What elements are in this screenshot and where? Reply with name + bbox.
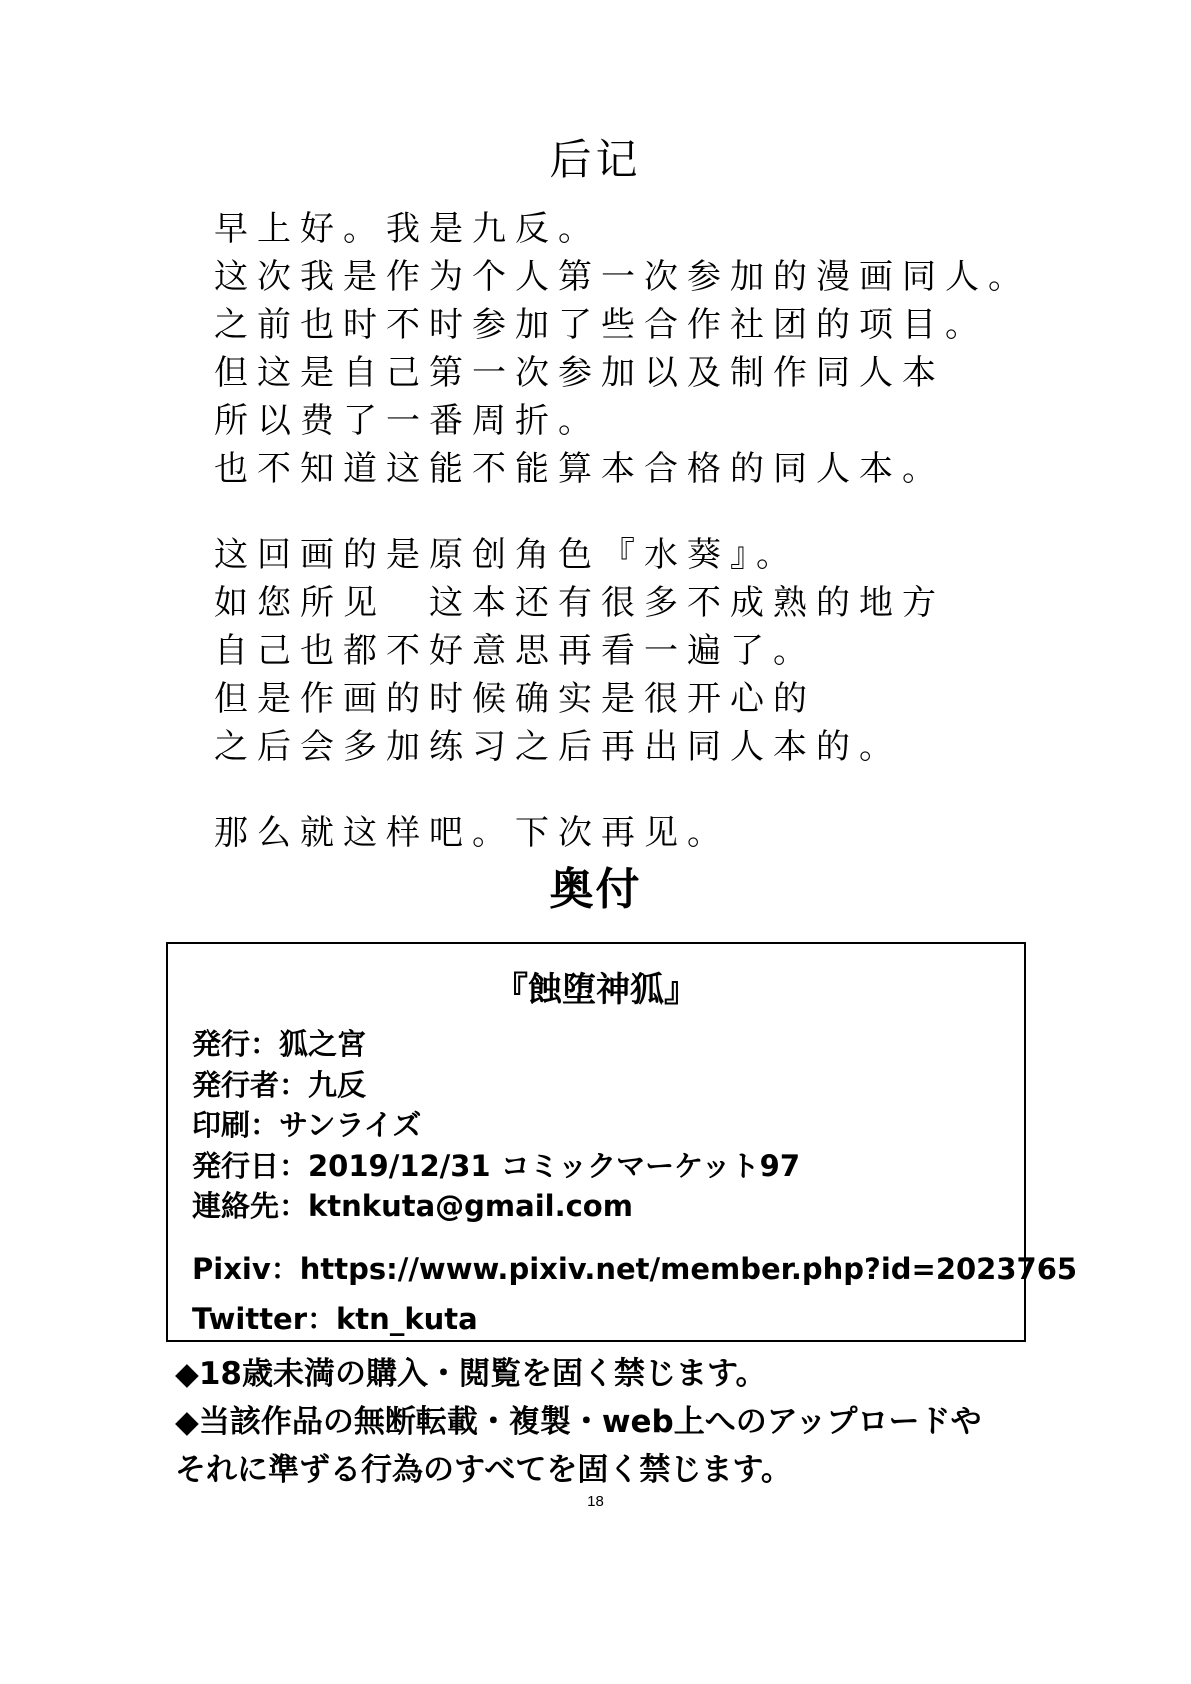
afterword-line: 这次我是作为个人第一次参加的漫画同人。	[214, 257, 1031, 297]
afterword-line: 那么就这样吧。下次再见。	[214, 813, 730, 853]
contact-email: 連絡先：ktnkuta@gmail.com	[192, 1189, 633, 1223]
afterword-line: 所以费了一番周折。	[214, 401, 601, 441]
notice-reproduction-continued: それに準ずる行為のすべてを固く禁じます。	[175, 1452, 792, 1488]
afterword-line: 早上好。我是九反。	[214, 209, 601, 249]
publish-date: 発行日：2019/12/31 コミックマーケット97	[192, 1148, 801, 1183]
afterword-line: 但这是自己第一次参加以及制作同人本	[214, 353, 945, 393]
pixiv-link: Pixiv：https://www.pixiv.net/member.php?id=2023765	[192, 1252, 1078, 1286]
notice-age-restriction: ◆18歳未満の購入・閲覧を固く禁じます。	[175, 1356, 767, 1392]
afterword-body	[214, 205, 1094, 857]
publisher-person: 発行者：九反	[192, 1067, 367, 1102]
afterword-line: 如您所见 这本还有很多不成熟的地方	[214, 583, 945, 623]
afterword-line: 自己也都不好意思再看一遍了。	[214, 631, 816, 671]
book-title: 『蝕堕神狐』	[494, 970, 698, 1010]
afterword-line: 之前也时不时参加了些合作社团的项目。	[214, 305, 988, 345]
legal-notices	[175, 1350, 1055, 1494]
publisher-circle: 発行：狐之宮	[192, 1027, 367, 1061]
colophon-title: 奥付	[549, 864, 642, 915]
afterword-title: 后记	[549, 135, 642, 184]
afterword-line: 但是作画的时候确实是很开心的	[214, 679, 816, 719]
paragraph-gap	[214, 493, 1094, 531]
colophon-links	[192, 1244, 1078, 1344]
afterword-line: 之后会多加练习之后再出同人本的。	[214, 727, 902, 767]
twitter-handle: Twitter：ktn_kuta	[192, 1302, 478, 1336]
printer: 印刷：サンライズ	[192, 1108, 422, 1142]
paragraph-gap	[214, 771, 1094, 809]
colophon-box	[166, 942, 1078, 1342]
notice-reproduction: ◆当該作品の無断転載・複製・web上へのアップロードや	[175, 1404, 982, 1440]
afterword-line: 这回画的是原创角色『水葵』。	[214, 535, 799, 575]
afterword-line: 也不知道这能不能算本合格的同人本。	[214, 449, 945, 489]
page-number: 18	[587, 1493, 604, 1510]
colophon-info-list	[192, 1024, 1012, 1227]
